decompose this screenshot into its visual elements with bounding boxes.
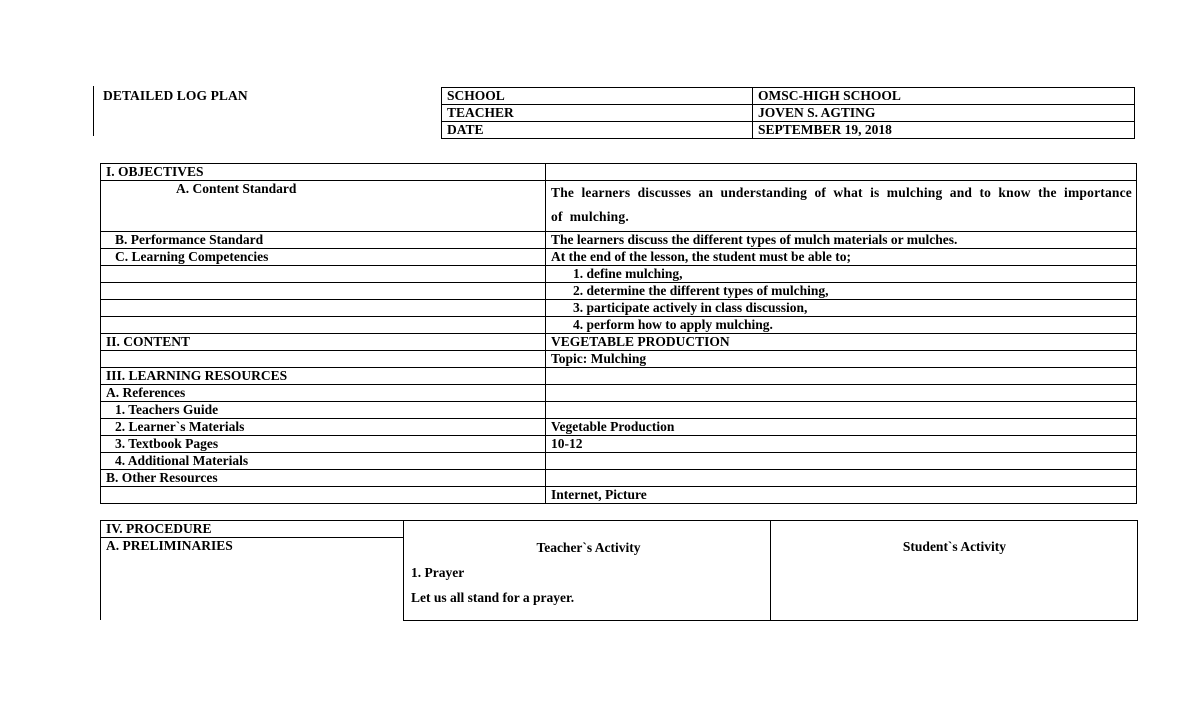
content-value: VEGETABLE PRODUCTION <box>546 334 1137 351</box>
date-label: DATE <box>442 122 753 139</box>
learners-materials-row <box>101 419 1137 436</box>
info-row-teacher <box>442 105 1135 122</box>
empty-cell <box>546 453 1137 470</box>
procedure-heading-row <box>101 521 1138 538</box>
info-row-school <box>442 88 1135 105</box>
performance-standard-row <box>101 232 1137 249</box>
competency-row <box>101 317 1137 334</box>
teacher-activity-cell <box>404 521 771 621</box>
topic-value: Topic: Mulching <box>546 351 1137 368</box>
empty-cell <box>101 300 546 317</box>
empty-cell <box>101 487 546 504</box>
resources-heading: III. LEARNING RESOURCES <box>101 368 546 385</box>
references-label: A. References <box>101 385 546 402</box>
procedure-heading: IV. PROCEDURE <box>101 521 404 538</box>
empty-cell <box>546 164 1137 181</box>
competencies-intro: At the end of the lesson, the student must be able to; <box>546 249 1137 266</box>
other-resources-row <box>101 470 1137 487</box>
additional-materials-row <box>101 453 1137 470</box>
content-standard-row <box>101 181 1137 232</box>
student-activity-cell <box>771 521 1138 621</box>
teachers-guide-label: 1. Teachers Guide <box>101 402 546 419</box>
competency-item: 4. perform how to apply mulching. <box>546 317 1137 334</box>
document-title: DETAILED LOG PLAN <box>103 88 248 103</box>
competency-row <box>101 266 1137 283</box>
empty-cell <box>101 266 546 283</box>
school-value: OMSC-HIGH SCHOOL <box>753 88 1135 105</box>
teachers-guide-row <box>101 402 1137 419</box>
teacher-value: JOVEN S. AGTING <box>753 105 1135 122</box>
competencies-row <box>101 249 1137 266</box>
school-info-table <box>441 87 1135 139</box>
lesson-main-table <box>100 163 1137 504</box>
competency-item: 1. define mulching, <box>546 266 1137 283</box>
student-activity-header: Student`s Activity <box>902 539 1007 554</box>
content-heading: II. CONTENT <box>101 334 546 351</box>
prayer-text: Let us all stand for a prayer. <box>411 590 575 605</box>
objectives-heading-row <box>101 164 1137 181</box>
empty-cell <box>101 351 546 368</box>
teacher-label: TEACHER <box>442 105 753 122</box>
empty-cell <box>101 317 546 334</box>
resources-heading-row <box>101 368 1137 385</box>
learners-materials-label: 2. Learner`s Materials <box>101 419 546 436</box>
competencies-label: C. Learning Competencies <box>101 249 546 266</box>
competency-row <box>101 300 1137 317</box>
teacher-activity-header: Teacher`s Activity <box>536 540 641 555</box>
title-margin-rule <box>93 86 94 136</box>
empty-cell <box>101 283 546 300</box>
school-label: SCHOOL <box>442 88 753 105</box>
empty-cell <box>546 402 1137 419</box>
textbook-pages-label: 3. Textbook Pages <box>101 436 546 453</box>
textbook-pages-row <box>101 436 1137 453</box>
other-resources-value-row <box>101 487 1137 504</box>
procedure-table <box>100 520 1138 621</box>
performance-standard-value: The learners discuss the different types of mulch materials or mulches. <box>546 232 1137 249</box>
competency-item: 3. participate actively in class discussion, <box>546 300 1137 317</box>
competency-row <box>101 283 1137 300</box>
additional-materials-label: 4. Additional Materials <box>101 453 546 470</box>
other-resources-value: Internet, Picture <box>546 487 1137 504</box>
competency-item: 2. determine the different types of mulching, <box>546 283 1137 300</box>
empty-cell <box>546 385 1137 402</box>
performance-standard-label: B. Performance Standard <box>101 232 546 249</box>
topic-row <box>101 351 1137 368</box>
objectives-heading: I. OBJECTIVES <box>101 164 546 181</box>
textbook-pages-value: 10-12 <box>546 436 1137 453</box>
content-standard-label: A. Content Standard <box>101 181 546 232</box>
empty-cell <box>546 368 1137 385</box>
other-resources-label: B. Other Resources <box>101 470 546 487</box>
references-row <box>101 385 1137 402</box>
content-standard-value: The learners discusses an understanding of what is mulching and to know the importance of mulching. <box>546 181 1137 232</box>
content-row <box>101 334 1137 351</box>
learners-materials-value: Vegetable Production <box>546 419 1137 436</box>
date-value: SEPTEMBER 19, 2018 <box>753 122 1135 139</box>
info-row-date <box>442 122 1135 139</box>
empty-cell <box>546 470 1137 487</box>
preliminaries-label: A. PRELIMINARIES <box>101 538 404 621</box>
prayer-title: 1. Prayer <box>411 565 465 580</box>
